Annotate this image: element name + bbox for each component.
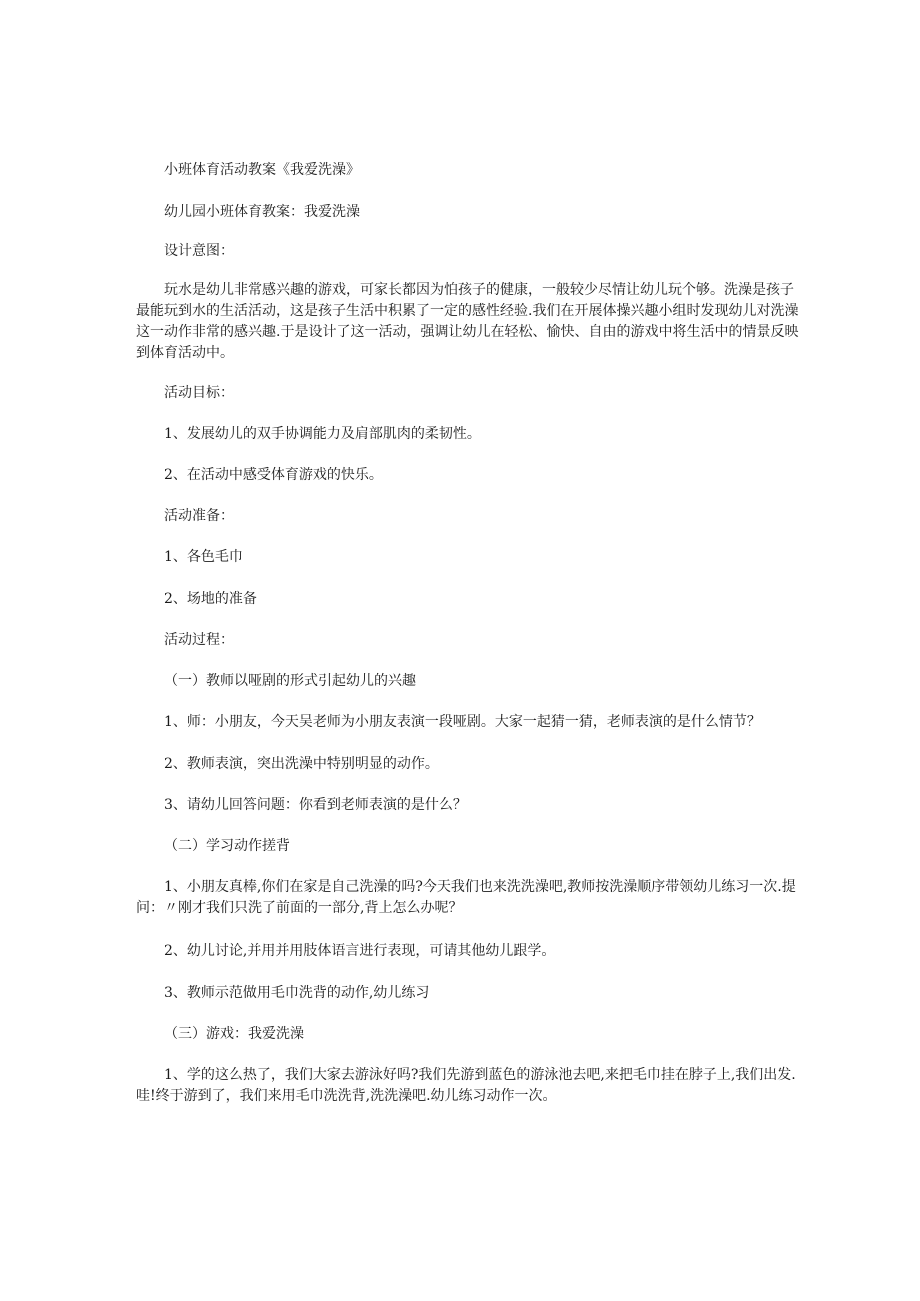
part3-item-1: 1、学的这么热了，我们大家去游泳好吗?我们先游到蓝色的游泳池去吧,来把毛巾挂在脖子上,我们出发.哇!终于游到了，我们来用毛巾洗洗背,洗洗澡吧.幼儿练习动作一次。 bbox=[136, 1067, 796, 1104]
process-heading: 活动过程： bbox=[164, 632, 234, 648]
part1-item-2: 2、教师表演，突出洗澡中特别明显的动作。 bbox=[164, 756, 439, 772]
goal-item-2: 2、在活动中感受体育游戏的快乐。 bbox=[164, 467, 383, 483]
goal-item-1: 1、发展幼儿的双手协调能力及肩部肌肉的柔韧性。 bbox=[164, 426, 481, 442]
design-heading: 设计意图： bbox=[164, 243, 234, 259]
goals-heading: 活动目标： bbox=[164, 385, 234, 401]
design-paragraph: 玩水是幼儿非常感兴趣的游戏，可家长都因为怕孩子的健康，一般较少尽情让幼儿玩个够。洗澡是孩子最能玩到水的生活活动，这是孩子生活中积累了一定的感性经验.我们在开展体操兴趣小组时发现幼儿对洗澡这一动作非常的感兴趣.于是设计了这一活动，强调让幼儿在轻松、愉快、自由的游戏中将生活中的情景反映到体育活动中。 bbox=[136, 282, 799, 361]
part3-heading: （三）游戏：我爱洗澡 bbox=[164, 1026, 304, 1042]
document-title: 小班体育活动教案《我爱洗澡》 bbox=[164, 162, 360, 178]
prep-item-2: 2、场地的准备 bbox=[164, 591, 257, 607]
part1-item-3: 3、请幼儿回答问题：你看到老师表演的是什么？ bbox=[164, 797, 467, 813]
part2-item-1: 1、小朋友真棒,你们在家是自己洗澡的吗?今天我们也来洗洗澡吧,教师按洗澡顺序带领幼儿练习一次.提问：〃刚才我们只洗了前面的一部分,背上怎么办呢？ bbox=[136, 879, 796, 916]
prep-heading: 活动准备： bbox=[164, 508, 234, 524]
part2-heading: （二）学习动作搓背 bbox=[164, 838, 290, 854]
document-subtitle: 幼儿园小班体育教案：我爱洗澡 bbox=[164, 204, 360, 220]
part2-item-3: 3、教师示范做用毛巾洗背的动作,幼儿练习 bbox=[164, 985, 430, 1001]
part1-item-1: 1、师：小朋友，今天吴老师为小朋友表演一段哑剧。大家一起猜一猜，老师表演的是什么情节？ bbox=[164, 714, 761, 730]
part1-heading: （一）教师以哑剧的形式引起幼儿的兴趣 bbox=[164, 673, 416, 689]
part2-item-2: 2、幼儿讨论,并用并用肢体语言进行表现，可请其他幼儿跟学。 bbox=[164, 943, 556, 959]
prep-item-1: 1、各色毛巾 bbox=[164, 549, 243, 565]
